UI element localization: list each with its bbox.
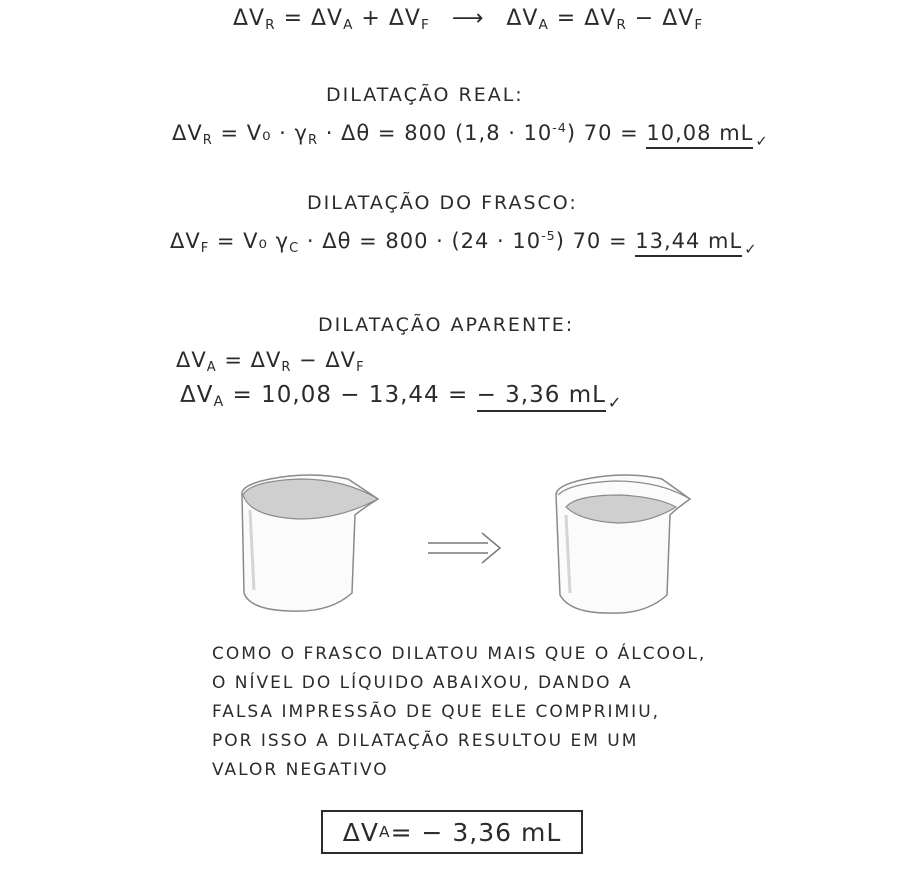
double-arrow-icon: [428, 533, 500, 563]
beaker-before: [242, 475, 378, 611]
equation-apparent-line2: $\Delta V_A = 10,08 - 13,44$ = − 3,36 mL ✓: [180, 382, 623, 412]
paragraph-line: VALOR NEGATIVO: [212, 760, 389, 780]
beaker-illustration: [230, 465, 700, 625]
beaker-after: [556, 475, 690, 613]
final-result-box: ΔV A = − 3,36 mL: [321, 810, 583, 854]
check-mark-icon: ✓: [755, 133, 769, 150]
paragraph-line: COMO O FRASCO DILATOU MAIS QUE O ÁLCOOL,: [212, 644, 707, 664]
explanation-paragraph: [212, 640, 772, 785]
equation-flask-dilation: $\Delta V_F = V_0$ $\gamma_C \cdot \Delta\theta = 800 \cdot (24 \cdot 10^{-5}) 70 = 13,44$ mL ✓: [170, 228, 758, 258]
check-mark-icon: ✓: [607, 393, 623, 412]
equation-real-dilation: $\Delta V_R = V_0 \cdot \gamma_R \cdot \Delta\theta = 800$ $(1,8 \cdot 10^{-4})$ 70 = 10,08 mL ✓: [172, 120, 769, 150]
heading-real-dilation: DILATAÇÃO REAL:: [326, 84, 524, 106]
delta-v-r: $\Delta V_R$: [233, 6, 276, 33]
heading-flask-dilation: DILATAÇÃO DO FRASCO:: [307, 192, 578, 214]
paragraph-line: FALSA IMPRESSÃO DE QUE ELE COMPRIMIU,: [212, 702, 661, 722]
paragraph-line: O NÍVEL DO LÍQUIDO ABAIXOU, DANDO A: [212, 673, 633, 693]
implies-arrow: ⟶: [451, 6, 485, 31]
equation-apparent-line1: $\Delta V_A = \Delta V_R - \Delta V_F$: [176, 348, 365, 375]
result-real: 10,08 mL: [646, 121, 753, 149]
paragraph-line: POR ISSO A DILATAÇÃO RESULTOU EM UM: [212, 731, 639, 751]
heading-apparent-dilation: DILATAÇÃO APARENTE:: [318, 314, 575, 336]
top-equation: $\Delta V_R = \Delta V_A + \Delta V_F$ ⟶ $\Delta V_A = \Delta V_R - \Delta V_F$: [233, 6, 704, 33]
result-apparent: − 3,36 mL: [477, 382, 606, 412]
check-mark-icon: ✓: [744, 241, 758, 258]
result-flask: 13,44 mL: [635, 229, 742, 257]
